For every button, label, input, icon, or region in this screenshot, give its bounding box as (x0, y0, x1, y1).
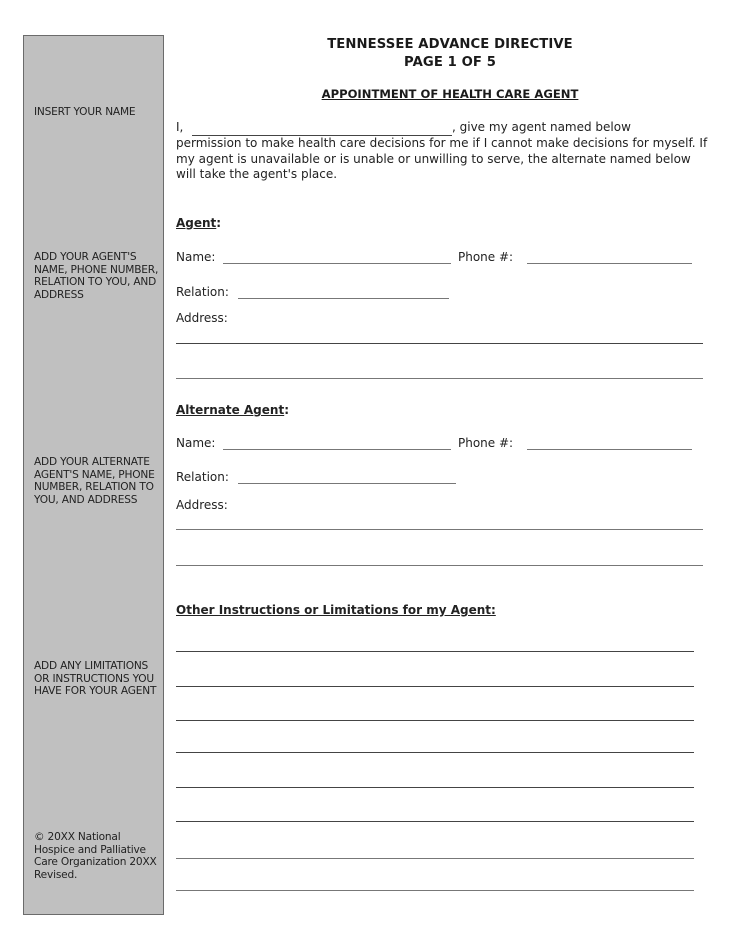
agent-address-field-1[interactable] (176, 343, 703, 344)
agent-name-label: Name: (176, 250, 216, 264)
agent-address-field-2[interactable] (176, 378, 703, 379)
agent-phone-field[interactable] (527, 263, 692, 264)
intro-prefix: I, (176, 120, 184, 134)
instructions-line-6[interactable] (176, 821, 694, 822)
agent-heading-text: Agent (176, 216, 217, 230)
instructions-line-8[interactable] (176, 890, 694, 891)
instructions-heading: Other Instructions or Limitations for my Agent: (176, 603, 496, 617)
page-indicator: PAGE 1 OF 5 (404, 55, 496, 70)
alternate-heading-text: Alternate Agent (176, 403, 285, 417)
alternate-address-field-2[interactable] (176, 565, 703, 566)
agent-name-field[interactable] (223, 263, 451, 264)
sidebar-note-name: INSERT YOUR NAME (34, 106, 136, 118)
instructions-line-4[interactable] (176, 752, 694, 753)
agent-relation-field[interactable] (238, 298, 449, 299)
agent-phone-label: Phone #: (458, 250, 514, 264)
instructions-line-1[interactable] (176, 651, 694, 652)
agent-address-label: Address: (176, 311, 228, 325)
alternate-heading (176, 403, 289, 417)
agent-heading (176, 216, 221, 230)
instructions-line-7[interactable] (176, 858, 694, 859)
instructions-line-5[interactable] (176, 787, 694, 788)
document-title: TENNESSEE ADVANCE DIRECTIVE (327, 37, 573, 52)
intro-text: permission to make health care decisions for me if I cannot make decisions for myself. If my agent is unavailable or is unable or unwilling to serve, the alternate named below will take the agent's place. (176, 136, 708, 181)
alternate-heading-colon: : (284, 403, 289, 417)
alternate-address-field-1[interactable] (176, 529, 703, 530)
alternate-relation-field[interactable] (238, 483, 456, 484)
alternate-address-label: Address: (176, 498, 228, 512)
intro-suffix: , give my agent named below (452, 120, 631, 134)
instructions-line-2[interactable] (176, 686, 694, 687)
agent-heading-colon: : (216, 216, 222, 230)
agent-relation-label: Relation: (176, 285, 229, 299)
sidebar-note-copyright: © 20XX National Hospice and Palliative Care Organization 20XX Revised. (34, 831, 157, 881)
instructions-sidebar (23, 35, 164, 915)
alternate-phone-label: Phone #: (458, 436, 514, 450)
alternate-phone-field[interactable] (527, 449, 692, 450)
sidebar-note-alternate: ADD YOUR ALTERNATE AGENT'S NAME, PHONE NUMBER, RELATION TO YOU, AND ADDRESS (34, 456, 155, 506)
alternate-relation-label: Relation: (176, 470, 229, 484)
alternate-name-label: Name: (176, 436, 216, 450)
alternate-name-field[interactable] (223, 449, 451, 450)
section-title: APPOINTMENT OF HEALTH CARE AGENT (321, 87, 579, 101)
instructions-line-3[interactable] (176, 720, 694, 721)
sidebar-note-agent: ADD YOUR AGENT'S NAME, PHONE NUMBER, RELATION TO YOU, AND ADDRESS (34, 251, 159, 301)
sidebar-note-limitations: ADD ANY LIMITATIONS OR INSTRUCTIONS YOU HAVE FOR YOUR AGENT (34, 660, 157, 697)
